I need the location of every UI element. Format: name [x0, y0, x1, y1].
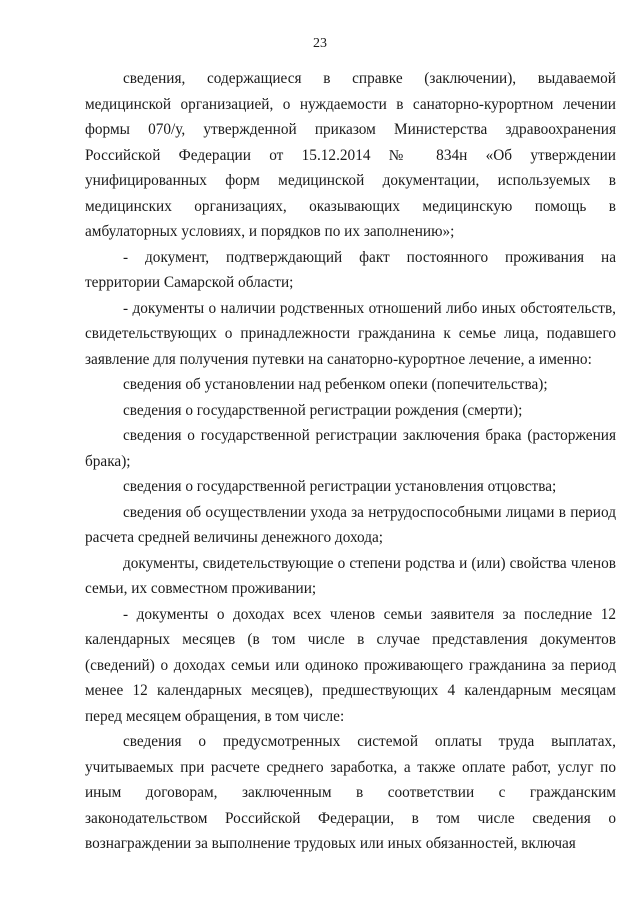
paragraph-income-documents: - документы о доходах всех членов семьи заявителя за последние 12 календарных месяцев (в том числе в случае представления документов (сведений) о доходах семьи или одиноко проживающего гражданина за период менее 12 календарных месяцев), предшествующих 4 календарным месяцам перед месяцем обращения, в том числе:: [85, 605, 616, 725]
paragraph-residence-document: - документ, подтверждающий факт постоянного проживания на территории Самарской области;: [85, 248, 616, 291]
paragraph-birth-registration: сведения о государственной регистрации рождения (смерти);: [123, 401, 523, 419]
paragraph-guardianship: сведения об установлении над ребенком опеки (попечительства);: [123, 376, 548, 393]
paragraph-payment-information: сведения о предусмотренных системой оплаты труда выплатах, учитываемых при расчете среднего заработка, а также оплате работ, услуг по иным договорам, заключенным в соответствии с гражданским законодательством Российской Федерации, в том числе сведения о вознаграждении за выполнение трудовых или иных обязанностей, включая: [85, 733, 616, 852]
paragraph-care-for-disabled: сведения об осуществлении ухода за нетрудоспособными лицами в период расчета средней величины денежного дохода;: [85, 503, 616, 546]
paragraph-medical-certificate: сведения, содержащиеся в справке (заключении), выдаваемой медицинской организацией, о нуждаемости в санаторно-курортном лечении формы 070/у, утвержденной приказом Министерства здравоохранения Российской Федерации от 15.12.2014 № 834н «Об утверждении унифицированных форм медицинской документации, используемых в медицинских организациях, оказывающих медицинскую помощь в амбулаторных условиях, и порядков по их заполнению»;: [85, 70, 616, 240]
paragraph-paternity-registration: сведения о государственной регистрации установления отцовства;: [123, 478, 557, 495]
paragraph-marriage-registration: сведения о государственной регистрации заключения брака (расторжения брака);: [85, 427, 616, 470]
document-body: [85, 66, 616, 857]
paragraph-kinship-documents: - документы о наличии родственных отношений либо иных обстоятельств, свидетельствующих о принадлежности гражданина к семье лица, подавшего заявление для получения путевки на санаторно-курортное лечение, а именно:: [85, 299, 616, 368]
paragraph-relationship-documents: документы, свидетельствующие о степени родства и (или) свойства членов семьи, их совместном проживании;: [85, 554, 616, 597]
page-number: 23: [313, 36, 327, 51]
